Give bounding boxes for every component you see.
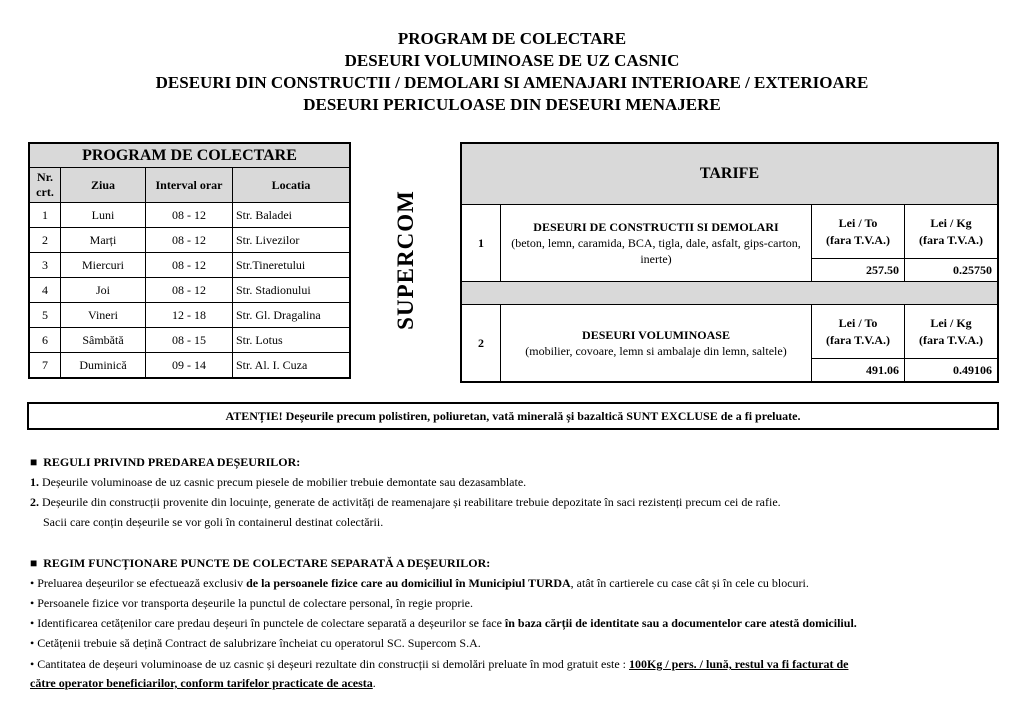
dot-bullet-icon: • [30,657,35,671]
row-interval: 08 - 12 [146,228,233,253]
table-row [29,328,350,353]
tarif-description [501,305,812,383]
row-interval: 08 - 12 [146,278,233,303]
table-row [29,303,350,328]
bullet-text-bold: în baza cărții de identitate sau a documentelor care atestă domiciliul. [504,616,857,630]
table-row [29,278,350,303]
row-interval: 08 - 15 [146,328,233,353]
tarif-name: DESEURI DE CONSTRUCTII SI DEMOLARI [533,220,779,234]
tarif-detail: (mobilier, covoare, lemn si ambalaje din lemn, saltele) [525,344,787,358]
row-location: Str. Lotus [233,328,351,353]
reguli-section [30,452,781,532]
unit-label: Lei / To [838,215,878,230]
row-interval: 08 - 12 [146,203,233,228]
header-line-3: DESEURI DIN CONSTRUCTII / DEMOLARI SI AMENAJARI INTERIOARE / EXTERIOARE [155,73,869,92]
tarife-separator [461,282,998,305]
regim-heading [30,553,857,573]
row-day: Duminică [61,353,146,379]
header-line-2: DESEURI VOLUMINOASE DE UZ CASNIC [344,51,680,70]
row-location: Str. Stadionului [233,278,351,303]
atentie-notice: ATENȚIE! Deșeurile precum polistiren, poliuretan, vată minerală și bazaltică SUNT EXCLUSE de a fi preluate. [27,402,999,430]
reguli-heading [30,452,781,472]
square-bullet-icon: ■ [30,455,38,469]
tarife-table [460,142,999,383]
regula-number: 2. [30,495,39,509]
col-header-locatia: Locatia [233,168,351,203]
bullet-text-underlined: către operator beneficiarilor, conform tarifelor practicate de acesta [30,676,373,690]
row-nr: 7 [29,353,61,379]
header-line-4: DESEURI PERICULOASE DIN DESEURI MENAJERE [303,95,721,114]
vat-note: (fara T.V.A.) [826,332,890,347]
price-per-kg: 0.49106 [905,359,999,382]
row-interval: 12 - 18 [146,303,233,328]
regula-1 [30,472,781,492]
tarif-unit-kg [905,305,999,359]
bullet-text: . [372,676,376,690]
row-nr: 3 [29,253,61,278]
col-header-ziua: Ziua [61,168,146,203]
dot-bullet-icon: • [30,616,35,630]
row-day: Joi [61,278,146,303]
regula-text: Deșeurile din construcții provenite din locuințe, generate de activități de reamenajare și reabilitare trebuie depozitate în saci rezistenți precum cei de rafie. [42,495,781,509]
tarif-row [461,305,998,359]
dot-bullet-icon: • [30,596,35,610]
unit-label: Lei / Kg [930,215,972,230]
bullet-text: Cantitatea de deșeuri voluminoase de uz casnic și deșeuri rezultate din construcții si demolări preluate în mod gratuit este : [37,657,630,671]
dot-bullet-icon: • [30,576,35,590]
tarif-name: DESEURI VOLUMINOASE [582,328,730,342]
row-day: Marți [61,228,146,253]
bullet-text-bold: de la persoanele fizice care au domiciliul în Municipiul TURDA [246,576,571,590]
regula-number: 1. [30,475,39,489]
row-day: Miercuri [61,253,146,278]
row-day: Vineri [61,303,146,328]
col-header-nr: Nr. crt. [29,168,61,203]
table-row [29,203,350,228]
row-location: Str. Gl. Dragalina [233,303,351,328]
row-location: Str.Tineretului [233,253,351,278]
tarife-title: TARIFE [461,143,998,205]
row-location: Str. Livezilor [233,228,351,253]
vat-note: (fara T.V.A.) [919,232,983,247]
tarif-description [501,205,812,282]
schedule-title: PROGRAM DE COLECTARE [29,143,350,168]
regim-section [30,553,857,693]
price-per-ton: 491.06 [812,359,905,382]
unit-label: Lei / To [838,315,878,330]
regula-2-continuation: Sacii care conțin deșeurile se vor goli în containerul destinat colectării. [43,515,384,529]
table-row [29,253,350,278]
page-header [0,28,1024,116]
regim-bullet-1 [30,573,857,593]
regim-bullet-3 [30,613,857,633]
row-nr: 4 [29,278,61,303]
price-per-ton: 257.50 [812,259,905,282]
vat-note: (fara T.V.A.) [826,232,890,247]
reguli-title: REGULI PRIVIND PREDAREA DEȘEURILOR: [43,455,301,469]
row-day: Luni [61,203,146,228]
bullet-text: Cetățenii trebuie să dețină Contract de salubrizare încheiat cu operatorul SC. Supercom S.A. [37,636,481,650]
tarif-nr: 2 [461,305,501,383]
row-interval: 08 - 12 [146,253,233,278]
tarif-nr: 1 [461,205,501,282]
schedule-header-row [29,168,350,203]
tarif-unit-kg [905,205,999,259]
price-per-kg: 0.25750 [905,259,999,282]
regula-2 [30,492,781,512]
table-row [29,353,350,379]
row-location: Str. Baladei [233,203,351,228]
regim-bullet-5-continuation [30,674,857,693]
bullet-text: Identificarea cetățenilor care predau deșeuri în punctele de colectare separată a deșeurilor se face [37,616,505,630]
vat-note: (fara T.V.A.) [919,332,983,347]
row-nr: 5 [29,303,61,328]
bullet-text-underlined: 100Kg / pers. / lună, restul va fi facturat de [629,657,849,671]
brand-vertical-text: SUPERCOM [393,190,418,330]
row-nr: 2 [29,228,61,253]
tarif-unit-to [812,305,905,359]
regim-bullet-2 [30,593,857,613]
dot-bullet-icon: • [30,636,35,650]
square-bullet-icon: ■ [30,556,38,570]
table-row [29,228,350,253]
row-location: Str. Al. I. Cuza [233,353,351,379]
unit-label: Lei / Kg [930,315,972,330]
tarif-detail: (beton, lemn, caramida, BCA, tigla, dale, asfalt, gips-carton, inerte) [511,236,801,266]
row-nr: 1 [29,203,61,228]
tarif-row [461,205,998,259]
tarif-unit-to [812,205,905,259]
regim-title: REGIM FUNCȚIONARE PUNCTE DE COLECTARE SEPARATĂ A DEȘEURILOR: [43,556,491,570]
col-header-interval: Interval orar [146,168,233,203]
row-nr: 6 [29,328,61,353]
regula-text: Deșeurile voluminoase de uz casnic precum piesele de mobilier trebuie demontate sau dezasamblate. [42,475,527,489]
bullet-text: Preluarea deșeurilor se efectuează exclusiv [37,576,247,590]
regim-bullet-5 [30,655,857,674]
bullet-text: Persoanele fizice vor transporta deșeurile la punctul de colectare personal, în regie proprie. [37,596,474,610]
bullet-text: , atât în cartierele cu case cât și în cele cu blocuri. [570,576,809,590]
row-interval: 09 - 14 [146,353,233,379]
regim-bullet-4 [30,633,857,653]
schedule-table [28,142,351,379]
row-day: Sâmbătă [61,328,146,353]
header-line-1: PROGRAM DE COLECTARE [397,29,627,48]
